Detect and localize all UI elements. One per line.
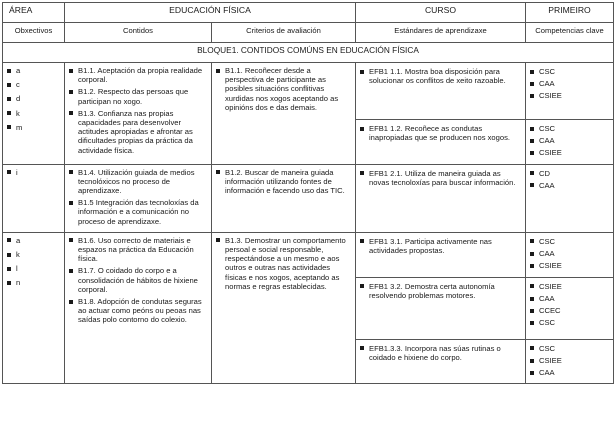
objective-item: c — [7, 80, 60, 89]
standard-subcell — [356, 340, 525, 366]
competence-item: CSIEE — [530, 356, 609, 365]
competence-item: CSIEE — [530, 282, 609, 291]
contents-cell — [65, 232, 212, 384]
criteria-cell — [212, 63, 356, 165]
competence-item: CAA — [530, 181, 609, 190]
table-row — [3, 232, 614, 384]
standard-subcell — [356, 63, 525, 120]
objective-item: l — [7, 264, 60, 273]
table-row — [3, 164, 614, 232]
competences-cell — [526, 232, 614, 384]
header-row — [3, 3, 614, 23]
standard-item: EFB1 1.1. Mostra boa disposición para solucionar os conflitos de xeito razoable. — [360, 67, 521, 85]
standard-subcell — [356, 120, 525, 146]
criterion-item: B1.3. Demostrar un comportamento persoal e social responsable, respectándose a un mesmo e aos outros e outras nas actividades físicas e nos xogos, aceptando as normas e regras establecidas. — [216, 236, 351, 291]
competence-subcell — [526, 233, 613, 278]
col-criteria: Criterios de avaliación — [212, 23, 356, 43]
block-title-row — [3, 43, 614, 63]
competence-item: CCEC — [530, 306, 609, 315]
standard-subcell — [356, 233, 525, 278]
content-item: B1.3. Confianza nas propias capacidades para desenvolver actitudes apropiadas e afrontar as dificultades propias da práctica da actividade física. — [69, 109, 207, 155]
competence-item: CAA — [530, 136, 609, 145]
standard-item: EFB1 1.2. Recoñece as condutas inapropiadas que se producen nos xogos. — [360, 124, 521, 142]
standard-item: EFB1 3.2. Demostra certa autonomía resolvendo problemas motores. — [360, 282, 521, 300]
competence-item: CAA — [530, 294, 609, 303]
objectives-cell — [3, 63, 65, 165]
col-competences: Competencias clave — [526, 23, 614, 43]
col-objectives: Obxectivos — [3, 23, 65, 43]
standards-cell — [356, 164, 526, 232]
competence-item: CSIEE — [530, 148, 609, 157]
objective-item: d — [7, 94, 60, 103]
competence-subcell — [526, 278, 613, 340]
curriculum-table — [2, 2, 614, 384]
criteria-cell — [212, 164, 356, 232]
col-standards: Estándares de aprendizaxe — [356, 23, 526, 43]
competence-item: CSC — [530, 124, 609, 133]
competence-item: CSC — [530, 318, 609, 327]
standard-item: EFB1 3.1. Participa activamente nas actividades propostas. — [360, 237, 521, 255]
objective-item: i — [7, 168, 60, 177]
competence-item: CSC — [530, 237, 609, 246]
criterion-item: B1.2. Buscar de maneira guiada información utilizando fontes de información e facendo uso das TIC. — [216, 168, 351, 196]
area-label: ÁREA — [3, 3, 65, 23]
content-item: B1.2. Respecto das persoas que participan no xogo. — [69, 87, 207, 105]
competences-cell — [526, 63, 614, 165]
competence-item: CAA — [530, 249, 609, 258]
contents-cell — [65, 164, 212, 232]
curso-label: CURSO — [356, 3, 526, 23]
content-item: B1.4. Utilización guiada de medios tecnolóxicos no proceso de aprendizaxe. — [69, 168, 207, 196]
competence-item: CSC — [530, 67, 609, 76]
competence-subcell — [526, 340, 613, 384]
competence-item: CSIEE — [530, 91, 609, 100]
column-header-row — [3, 23, 614, 43]
competence-item: CAA — [530, 79, 609, 88]
competence-item: CD — [530, 169, 609, 178]
standard-item: EFB1 2.1. Utiliza de maneira guiada as novas tecnoloxías para buscar información. — [360, 169, 521, 187]
contents-cell — [65, 63, 212, 165]
objective-item: k — [7, 109, 60, 118]
standards-cell — [356, 63, 526, 165]
competence-subcell — [526, 165, 613, 196]
content-item: B1.7. O coidado do corpo e a consolidación de hábitos de hixiene corporal. — [69, 266, 207, 294]
content-item: B1.6. Uso correcto de materiais e espazos na práctica da Educación física. — [69, 236, 207, 264]
standard-subcell — [356, 165, 525, 191]
content-item: B1.1. Aceptación da propia realidade corporal. — [69, 66, 207, 84]
col-contents: Contidos — [65, 23, 212, 43]
competence-subcell — [526, 63, 613, 120]
competence-item: CSIEE — [530, 261, 609, 270]
competence-item: CSC — [530, 344, 609, 353]
subject-title: EDUCACIÓN FÍSICA — [65, 3, 356, 23]
objectives-cell — [3, 232, 65, 384]
table-row — [3, 63, 614, 165]
content-item: B1.8. Adopción de condutas seguras ao actuar como peóns ou peoas nas saídas polo contorno do colexio. — [69, 297, 207, 325]
standard-subcell — [356, 278, 525, 340]
objective-item: a — [7, 236, 60, 245]
competence-item: CAA — [530, 368, 609, 377]
competences-cell — [526, 164, 614, 232]
content-item: B1.5 Integración das tecnoloxías da información e a comunicación no proceso de aprendizaxe. — [69, 198, 207, 226]
curso-value: PRIMEIRO — [526, 3, 614, 23]
criterion-item: B1.1. Recoñecer desde a perspectiva de participante as posibles situacións conflitivas xurdidas nos xogos aceptando as opinións dos e das demais. — [216, 66, 351, 112]
objective-item: k — [7, 250, 60, 259]
competence-subcell — [526, 120, 613, 164]
objective-item: n — [7, 278, 60, 287]
objective-item: m — [7, 123, 60, 132]
objectives-cell — [3, 164, 65, 232]
standards-cell — [356, 232, 526, 384]
objective-item: a — [7, 66, 60, 75]
criteria-cell — [212, 232, 356, 384]
block-title: BLOQUE1. CONTIDOS COMÚNS EN EDUCACIÓN FÍSICA — [3, 43, 614, 63]
standard-item: EFB1.3.3. Incorpora nas súas rutinas o coidado e hixiene do corpo. — [360, 344, 521, 362]
